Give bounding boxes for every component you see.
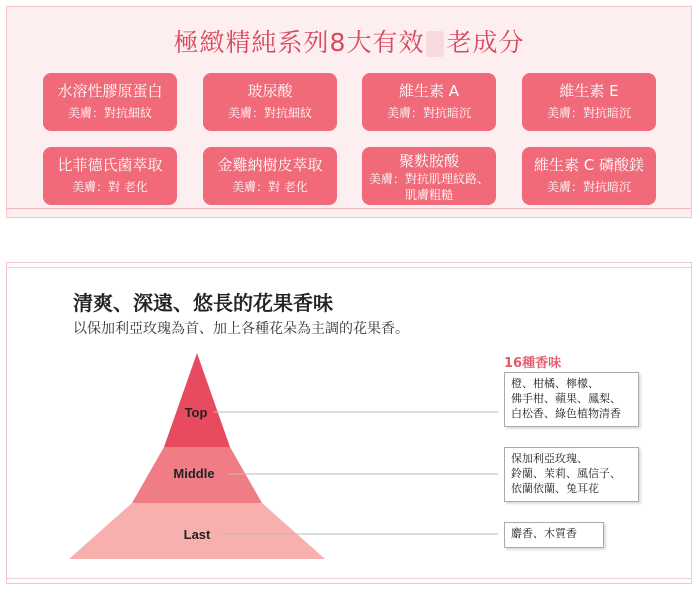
middle-notes-box [504,447,639,502]
ingredient-desc: 美膚：對 老化 [72,180,148,194]
ingredient-desc: 美膚：對抗暗沉 [546,106,631,120]
note-line: 麝香、木質香 [511,527,577,540]
redaction-mark [426,31,444,57]
ingredient-card [522,147,656,205]
pyramid-tier-top [164,353,230,447]
ingredient-name: 玻尿酸 [247,82,293,100]
tier-label-last: Last [183,527,211,542]
ingredient-card [362,73,496,131]
title-part-1: 極緻精純系列8大有效 [173,28,425,57]
fragrance-headline: 清爽、深遠、悠長的花果香味 [73,291,333,315]
divider-line [7,208,691,209]
last-notes-box [504,522,604,548]
note-line: 保加利亞玫瑰、 [511,452,588,465]
top-notes-box [504,372,639,427]
ingredient-name: 維生素 A [398,82,460,100]
ingredients-panel [6,6,692,218]
ingredient-name: 維生素 C 磷酸鎂 [533,156,644,174]
ingredient-card [362,147,496,205]
ingredient-card [43,73,177,131]
title-part-2: 老成分 [446,28,525,57]
ingredient-desc-line2: 肌膚粗糙 [404,188,453,202]
ingredient-name: 維生素 E [559,82,619,100]
tier-label-middle: Middle [173,466,215,481]
note-line: 佛手柑、蘋果、鳳梨、 [511,392,621,405]
ingredient-name: 比菲德氏菌萃取 [57,156,163,174]
ingredient-card [43,147,177,205]
ingredient-card [203,147,337,205]
note-line: 白松香、綠色植物清香 [511,407,621,420]
ingredient-card [203,73,337,131]
ingredient-card [522,73,656,131]
note-line: 鈴蘭、茉莉、風信子、 [511,467,621,480]
divider-line [7,578,691,579]
ingredient-name: 金雞納樹皮萃取 [217,156,323,174]
note-line: 橙、柑橘、檸檬、 [511,377,599,390]
ingredients-title [7,23,691,59]
ingredient-name: 水溶性膠原蛋白 [57,82,163,100]
fragrance-subline: 以保加利亞玫瑰為首、加上各種花朵為主調的花果香。 [73,321,409,337]
ingredient-desc: 美膚：對抗暗沉 [546,180,631,194]
ingredient-name: 聚麩胺酸 [398,152,459,170]
ingredient-desc: 美膚：對 老化 [232,180,308,194]
ingredient-desc: 美膚：對抗暗沉 [386,106,471,120]
tier-label-top: Top [184,405,208,420]
ingredient-desc: 美膚：對抗細紋 [67,106,152,120]
fragrance-count-label: 16種香味 [504,356,562,371]
ingredient-desc: 美膚：對抗細紋 [227,106,312,120]
note-line: 依蘭依蘭、兔耳花 [511,482,599,495]
fragrance-panel [6,262,692,584]
ingredient-desc: 美膚：對抗肌理紋路、 [368,172,489,186]
